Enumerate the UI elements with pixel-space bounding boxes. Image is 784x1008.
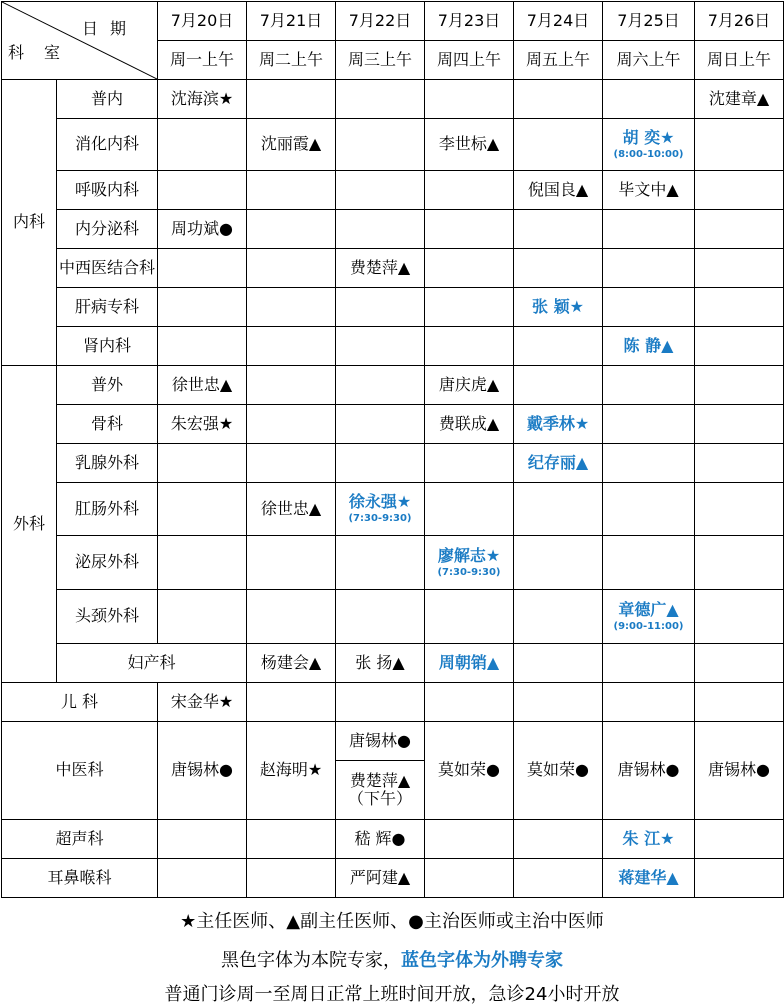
empty-cell	[247, 683, 336, 722]
empty-cell	[695, 366, 784, 405]
empty-cell	[158, 536, 247, 590]
dept-name: 普外	[57, 366, 158, 405]
doctor-cell: 徐世忠▲	[247, 483, 336, 536]
empty-cell	[695, 859, 784, 898]
empty-cell	[695, 405, 784, 444]
empty-cell	[336, 590, 425, 644]
empty-cell	[247, 820, 336, 859]
doctor-name: 廖解志★	[437, 545, 501, 565]
dept-name: 中西医结合科	[57, 249, 158, 288]
dept-name: 肾内科	[57, 327, 158, 366]
empty-cell	[247, 590, 336, 644]
dept-name: 肛肠外科	[57, 483, 158, 536]
empty-cell	[247, 171, 336, 210]
empty-cell	[158, 444, 247, 483]
empty-cell	[603, 444, 695, 483]
doctor-cell: 徐世忠▲	[158, 366, 247, 405]
empty-cell	[247, 405, 336, 444]
empty-cell	[425, 820, 514, 859]
doctor-cell: 费楚萍▲	[336, 249, 425, 288]
empty-cell	[603, 644, 695, 683]
empty-cell	[695, 444, 784, 483]
clinic-time: (9:00-11:00)	[613, 620, 684, 632]
corner-header	[2, 2, 158, 80]
date-header: 7月21日	[247, 2, 336, 41]
empty-cell	[603, 683, 695, 722]
doctor-cell-external: 戴季林★	[514, 405, 603, 444]
empty-cell	[158, 171, 247, 210]
doctor-cell-external: 张 颖★	[514, 288, 603, 327]
doctor-cell: 嵇 辉●	[336, 820, 425, 859]
empty-cell	[514, 859, 603, 898]
doctor-cell: 周功斌●	[158, 210, 247, 249]
empty-cell	[695, 119, 784, 171]
dept-name: 呼吸内科	[57, 171, 158, 210]
empty-cell	[514, 366, 603, 405]
empty-cell	[247, 249, 336, 288]
empty-cell	[514, 820, 603, 859]
empty-cell	[425, 171, 514, 210]
dept-name: 妇产科	[57, 644, 247, 683]
empty-cell	[603, 249, 695, 288]
dept-name: 头颈外科	[57, 590, 158, 644]
dept-name: 肝病专科	[57, 288, 158, 327]
empty-cell	[425, 859, 514, 898]
empty-cell	[158, 820, 247, 859]
empty-cell	[247, 288, 336, 327]
empty-cell	[247, 210, 336, 249]
empty-cell	[695, 171, 784, 210]
empty-cell	[695, 644, 784, 683]
weekday-header: 周四上午	[425, 41, 514, 80]
empty-cell	[336, 405, 425, 444]
weekday-header: 周二上午	[247, 41, 336, 80]
doctor-cell-external	[425, 536, 514, 590]
empty-cell	[695, 210, 784, 249]
empty-cell	[247, 80, 336, 119]
empty-cell	[514, 683, 603, 722]
doctor-cell: 沈建章▲	[695, 80, 784, 119]
empty-cell	[336, 444, 425, 483]
empty-cell	[514, 483, 603, 536]
dept-name: 消化内科	[57, 119, 158, 171]
doctor-cell-external	[603, 590, 695, 644]
afternoon-note: （下午）	[347, 789, 412, 808]
empty-cell	[603, 210, 695, 249]
dept-name: 耳鼻喉科	[2, 859, 158, 898]
empty-cell	[603, 483, 695, 536]
empty-cell	[158, 119, 247, 171]
empty-cell	[514, 119, 603, 171]
empty-cell	[158, 249, 247, 288]
empty-cell	[158, 483, 247, 536]
doctor-cell: 严阿建▲	[336, 859, 425, 898]
doctor-cell-external	[603, 119, 695, 171]
empty-cell	[514, 249, 603, 288]
corner-date-label: 日期	[82, 19, 139, 38]
empty-cell	[336, 171, 425, 210]
empty-cell	[514, 210, 603, 249]
dept-name: 骨科	[57, 405, 158, 444]
doctor-cell: 唐锡林●	[603, 722, 695, 820]
empty-cell	[158, 327, 247, 366]
doctor-cell-external	[336, 483, 425, 536]
weekday-header: 周一上午	[158, 41, 247, 80]
doctor-name: 章德广▲	[618, 599, 679, 619]
weekday-header: 周三上午	[336, 41, 425, 80]
doctor-cell: 莫如荣●	[514, 722, 603, 820]
doctor-cell-external: 纪存丽▲	[514, 444, 603, 483]
empty-cell	[247, 444, 336, 483]
corner-dept-label: 科室	[8, 43, 81, 62]
empty-cell	[336, 536, 425, 590]
doctor-cell: 沈丽霞▲	[247, 119, 336, 171]
empty-cell	[514, 80, 603, 119]
group-label: 内科	[2, 80, 57, 366]
empty-cell	[514, 327, 603, 366]
empty-cell	[603, 80, 695, 119]
schedule-table	[1, 1, 784, 898]
weekday-header: 周五上午	[514, 41, 603, 80]
doctor-cell: 张 扬▲	[336, 644, 425, 683]
date-header: 7月25日	[603, 2, 695, 41]
empty-cell	[425, 80, 514, 119]
empty-cell	[425, 683, 514, 722]
empty-cell	[158, 590, 247, 644]
doctor-cell: 唐锡林●	[336, 722, 425, 761]
date-header: 7月22日	[336, 2, 425, 41]
empty-cell	[247, 327, 336, 366]
empty-cell	[336, 119, 425, 171]
empty-cell	[695, 288, 784, 327]
empty-cell	[514, 644, 603, 683]
group-label: 外科	[2, 366, 57, 683]
empty-cell	[336, 683, 425, 722]
dept-name: 泌尿外科	[57, 536, 158, 590]
doctor-cell: 宋金华★	[158, 683, 247, 722]
empty-cell	[514, 536, 603, 590]
empty-cell	[603, 405, 695, 444]
empty-cell	[336, 210, 425, 249]
doctor-cell-external: 朱 江★	[603, 820, 695, 859]
doctor-name: 费楚萍▲	[349, 770, 411, 790]
dept-name: 儿 科	[2, 683, 158, 722]
empty-cell	[425, 288, 514, 327]
empty-cell	[247, 859, 336, 898]
empty-cell	[603, 288, 695, 327]
doctor-cell: 李世标▲	[425, 119, 514, 171]
weekday-header: 周日上午	[695, 41, 784, 80]
doctor-cell: 费联成▲	[425, 405, 514, 444]
clinic-time: (7:30-9:30)	[437, 566, 501, 578]
doctor-cell: 朱宏强★	[158, 405, 247, 444]
empty-cell	[158, 288, 247, 327]
doctor-cell: 唐锡林●	[695, 722, 784, 820]
date-header: 7月20日	[158, 2, 247, 41]
empty-cell	[603, 366, 695, 405]
doctor-cell: 毕文中▲	[603, 171, 695, 210]
doctor-cell: 唐庆虎▲	[425, 366, 514, 405]
corner-diagonal	[2, 2, 157, 79]
dept-name: 超声科	[2, 820, 158, 859]
empty-cell	[336, 288, 425, 327]
empty-cell	[425, 483, 514, 536]
clinic-time: (8:00-10:00)	[613, 148, 684, 160]
color-note	[0, 946, 784, 972]
doctor-cell: 莫如荣●	[425, 722, 514, 820]
empty-cell	[247, 536, 336, 590]
empty-cell	[695, 249, 784, 288]
color-note-blue: 蓝色字体为外聘专家	[401, 950, 563, 971]
doctor-cell-external: 蒋建华▲	[603, 859, 695, 898]
empty-cell	[514, 590, 603, 644]
color-note-black: 黑色字体为本院专家，	[221, 950, 401, 971]
doctor-cell: 赵海明★	[247, 722, 336, 820]
legend-text: ★主任医师、▲副主任医师、●主治医师或主治中医师	[180, 911, 604, 932]
dept-name: 普内	[57, 80, 158, 119]
doctor-cell: 杨建会▲	[247, 644, 336, 683]
empty-cell	[247, 366, 336, 405]
empty-cell	[425, 210, 514, 249]
doctor-cell	[336, 761, 425, 820]
empty-cell	[695, 683, 784, 722]
doctor-cell: 沈海滨★	[158, 80, 247, 119]
empty-cell	[695, 820, 784, 859]
doctor-cell: 倪国良▲	[514, 171, 603, 210]
empty-cell	[425, 444, 514, 483]
dept-name: 乳腺外科	[57, 444, 158, 483]
empty-cell	[425, 249, 514, 288]
empty-cell	[336, 327, 425, 366]
date-header: 7月26日	[695, 2, 784, 41]
empty-cell	[336, 366, 425, 405]
date-header: 7月24日	[514, 2, 603, 41]
empty-cell	[695, 327, 784, 366]
dept-name: 中医科	[2, 722, 158, 820]
hours-note: 普通门诊周一至周日正常上班时间开放，急诊24小时开放	[164, 984, 620, 1005]
doctor-cell-external: 陈 静▲	[603, 327, 695, 366]
clinic-time: (7:30-9:30)	[348, 513, 412, 525]
empty-cell	[425, 590, 514, 644]
doctor-cell-external: 周朝销▲	[425, 644, 514, 683]
date-header: 7月23日	[425, 2, 514, 41]
empty-cell	[158, 859, 247, 898]
doctor-cell: 唐锡林●	[158, 722, 247, 820]
doctor-name: 徐永强★	[348, 492, 412, 512]
empty-cell	[425, 327, 514, 366]
doctor-name: 胡 奕★	[622, 127, 675, 147]
empty-cell	[695, 483, 784, 536]
weekday-header: 周六上午	[603, 41, 695, 80]
empty-cell	[695, 536, 784, 590]
empty-cell	[695, 590, 784, 644]
dept-name: 内分泌科	[57, 210, 158, 249]
empty-cell	[336, 80, 425, 119]
empty-cell	[603, 536, 695, 590]
